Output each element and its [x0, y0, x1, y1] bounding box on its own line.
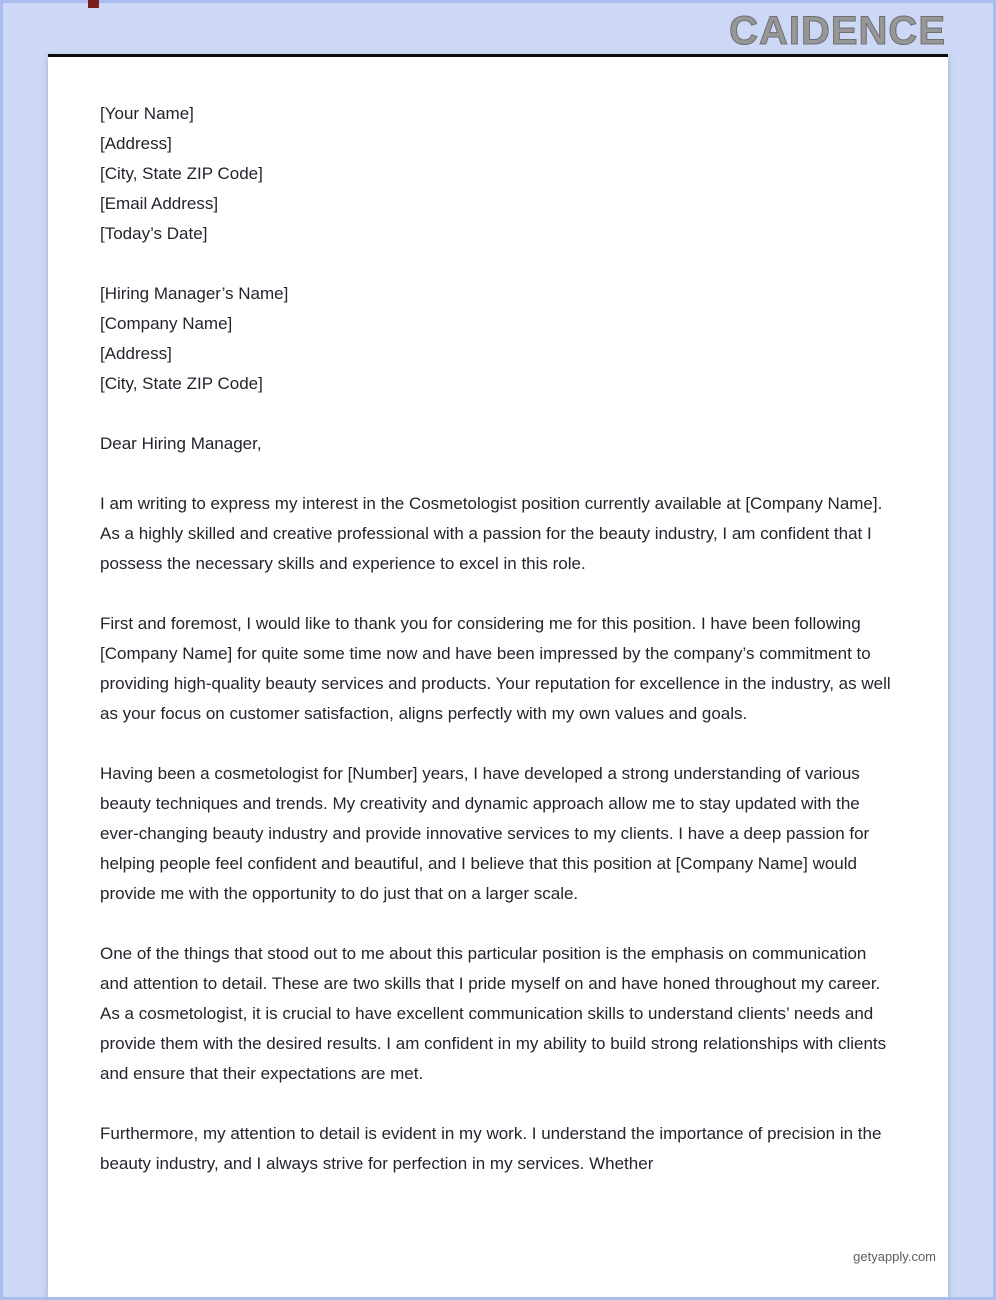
paragraph-block: [100, 609, 896, 729]
sender-city-line: [City, State ZIP Code]: [100, 164, 263, 183]
letter-sheet: [48, 57, 948, 1300]
letter-body: [48, 57, 948, 1179]
letter-paragraph: One of the things that stood out to me about this particular position is the emphasis on communication and attention to detail. These are two skills that I pride myself on and have honed throughout my career. As a cosmetologist, it is crucial to have excellent communication skills to understand clients’ needs and provide them with the desired results. I am confident in my ability to build strong relationships with clients and ensure that their expectations are met.: [100, 944, 887, 1083]
sender-email-line: [Email Address]: [100, 194, 219, 213]
recipient-address-line: [Address]: [100, 344, 172, 363]
top-red-mark: [88, 0, 99, 8]
paragraph-block: [100, 759, 896, 909]
letter-paragraph: Having been a cosmetologist for [Number] years, I have developed a strong understanding of various beauty techniques and trends. My creativity and dynamic approach allow me to stay updated with the ever-changing beauty industry and provide innovative services to my clients. I have a deep passion for helping people feel confident and beautiful, and I believe that this position at [Company Name] would provide me with the opportunity to do just that on a larger scale.: [100, 764, 870, 903]
sender-address-line: [Address]: [100, 134, 172, 153]
salutation-block: [100, 429, 896, 459]
brand-logo: CAIDENCE: [729, 9, 946, 53]
letter-paragraph: First and foremost, I would like to thank you for considering me for this position. I have been following [Company Name] for quite some time now and have been impressed by the company’s commitment to providing high-quality beauty services and products. Your reputation for excellence in the industry, as well as your focus on customer satisfaction, aligns perfectly with my own values and goals.: [100, 614, 891, 723]
letter-paragraph: Furthermore, my attention to detail is evident in my work. I understand the importance of precision in the beauty industry, and I always strive for perfection in my services. Whether: [100, 1124, 882, 1173]
recipient-block: [100, 279, 896, 399]
sender-date-line: [Today’s Date]: [100, 224, 208, 243]
sender-name-line: [Your Name]: [100, 104, 194, 123]
recipient-city-line: [City, State ZIP Code]: [100, 374, 263, 393]
salutation: Dear Hiring Manager,: [100, 434, 262, 453]
paragraph-block: [100, 1119, 896, 1179]
header-rule: [48, 54, 948, 57]
paragraph-block: [100, 489, 896, 579]
recipient-company-line: [Company Name]: [100, 314, 233, 333]
recipient-name-line: [Hiring Manager’s Name]: [100, 284, 289, 303]
sender-block: [100, 99, 896, 249]
paragraph-block: [100, 939, 896, 1089]
watermark-text: getyapply.com: [853, 1249, 936, 1264]
letter-paragraph: I am writing to express my interest in the Cosmetologist position currently available at [Company Name]. As a highly skilled and creative professional with a passion for the beauty industry, I am confident that I possess the necessary skills and experience to excel in this role.: [100, 494, 883, 573]
